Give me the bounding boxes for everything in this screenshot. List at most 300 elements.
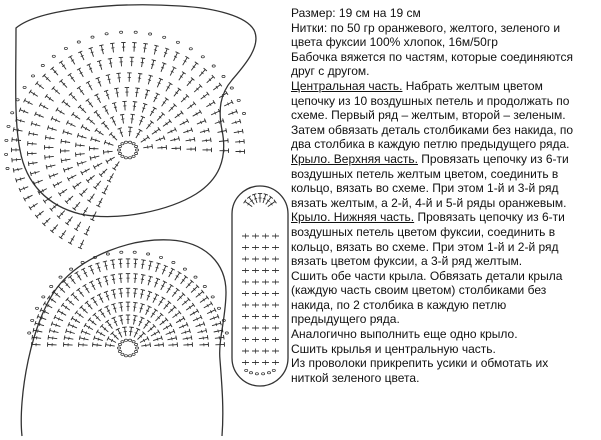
stitch-mark [46,165,47,169]
stitch-mark [112,264,115,265]
stitch-mark [52,127,53,130]
stitch-mark [135,152,138,154]
stitch-mark [141,260,145,261]
chain-loop [7,125,10,127]
stitch-mark [194,137,195,141]
stitch-mark [118,152,121,154]
instruction-line [291,108,597,123]
stitch-mark [154,309,158,312]
stitch-mark [110,260,114,261]
chain-loop [203,285,206,287]
stitch-mark [206,328,207,332]
instruction-line [291,123,597,138]
stitch-mark [140,308,143,309]
chain-loop [225,332,228,334]
stitch-mark [94,336,95,340]
chain-loop [230,87,233,89]
instruction-line [291,35,597,50]
instruction-line [291,64,597,79]
stitch-mark [117,149,120,151]
stitch-mark [29,206,31,210]
stitch-mark [111,304,115,305]
stitch-mark [43,200,46,204]
instruction-text: вязать цветом фуксии, а 3-й ряд желтым. [291,254,523,269]
stitch-mark [32,335,33,339]
stitch-mark [244,200,247,204]
stitch-mark [219,121,220,124]
instruction-line [291,225,597,240]
instruction-line [291,356,597,371]
stitch-mark [98,338,99,341]
stitch-mark [101,49,104,50]
stitch-mark [121,155,124,157]
stitch-mark [191,336,192,340]
stitch-mark [179,136,180,140]
stitch-mark [204,130,205,133]
stitch-mark [36,123,37,126]
stitch-mark [141,279,144,280]
stitch-mark [59,61,63,64]
stitch-mark [103,261,107,262]
chain-loop [11,112,14,114]
knitting-instructions [291,6,597,385]
stitch-mark [118,145,121,147]
instruction-text: накида, по 2 столбика в каждую петлю [291,297,507,312]
stitch-mark [165,98,169,101]
stitch-mark [162,297,166,299]
stitch-mark [63,130,64,134]
stitch-mark [97,60,101,61]
stitch-mark [118,302,122,303]
chain-loop [222,75,225,77]
stitch-mark [82,161,83,164]
stitch-mark [199,324,200,327]
stitch-mark [48,335,49,339]
stitch-mark [49,328,50,332]
stitch-mark [95,156,96,159]
instruction-text: ниткой зеленого цвета. [291,370,420,385]
stitch-mark [263,198,266,199]
body-rows [242,194,279,375]
stitch-mark [170,284,174,286]
stitch-mark [82,135,83,138]
stitch-mark [121,143,124,145]
stitch-mark [140,294,143,295]
stitch-mark [208,128,209,132]
instruction-text: Бабочка вяжется по частям, которые соединяются [291,49,573,64]
stitch-mark [65,140,66,143]
stitch-mark [203,337,204,340]
stitch-mark [83,284,87,286]
instruction-line [291,327,597,342]
stitch-mark [240,119,241,123]
chain-loop [106,253,109,255]
stitch-mark [174,138,175,141]
instruction-line [291,196,597,211]
stitch-mark [87,200,91,203]
stitch-mark [90,156,91,160]
stitch-mark [116,93,119,94]
stitch-mark [29,131,30,135]
chain-loop [81,261,84,263]
stitch-mark [30,172,31,176]
instruction-text: Провязать цепочку из 6-ти [414,210,565,225]
instruction-text: два столбика в каждую петлю предыдущего ряда. [291,137,570,152]
stitch-mark [105,281,108,282]
stitch-mark [121,341,124,343]
stitch-mark [122,327,126,328]
stitch-mark [116,73,120,74]
stitch-mark [110,43,114,44]
stitch-mark [218,330,219,333]
instruction-text: Сшить крылья и центральную часть. [291,341,496,356]
chain-loop [176,41,179,43]
chain-loop [41,64,44,66]
stitch-mark [35,171,36,174]
chain-loop [172,261,175,263]
instruction-line [291,254,597,269]
stitch-mark [69,337,70,340]
instruction-line [291,94,597,109]
chain-loop [23,86,26,88]
body-outline [232,186,288,386]
instruction-text: цепочку из 10 воздушных петель и продолжать по [291,93,570,108]
stitch-mark [141,304,145,305]
stitch-mark [202,330,203,333]
chain-loop [70,268,73,270]
stitch-mark [120,307,123,308]
chain-loop [120,31,123,33]
stitch-mark [98,309,102,312]
stitch-mark [113,294,116,295]
chain-loop [31,75,34,77]
stitch-mark [132,155,135,157]
stitch-mark [111,289,115,290]
stitch-mark [190,139,191,142]
stitch-mark [135,145,138,147]
stitch-mark [99,45,103,46]
stitch-mark [141,264,144,265]
stitch-mark [216,323,217,326]
stitch-mark [154,50,157,51]
stitch-mark [157,263,161,264]
stitch-mark [187,337,188,340]
chain-loop [52,55,55,57]
upper-wing-outline [16,5,256,217]
stitch-mark [20,178,21,181]
instruction-line [291,50,597,65]
stitch-mark [124,355,127,357]
chain-loop [183,268,186,270]
instruction-text: воздушных петель цветом фуксии, соединить в [291,224,556,239]
stitch-mark [31,121,32,125]
instruction-line [291,21,597,36]
stitch-mark [91,297,95,299]
stitch-mark [147,320,151,323]
stitch-mark [128,355,131,357]
stitch-mark [143,43,147,44]
stitch-mark [146,344,147,347]
stitch-mark [152,144,153,148]
stitch-mark [111,275,115,276]
chain-loop [201,56,204,58]
stitch-mark [236,121,237,124]
stitch-mark [118,288,122,289]
chain-loop [267,372,270,374]
chain-loop [212,65,215,67]
stitch-mark [148,281,151,282]
stitch-mark [121,119,124,120]
stitch-mark [156,267,159,268]
stitch-mark [33,328,34,332]
chain-loop [5,139,8,141]
section-heading: Центральная часть. [291,78,403,93]
stitch-mark [12,137,13,141]
instruction-line [291,312,597,327]
chain-loop [120,251,123,253]
stitch-mark [45,135,46,139]
stitch-mark [67,131,68,134]
chain-loop [217,307,220,309]
stitch-mark [70,331,71,334]
instruction-line [291,269,597,284]
stitch-mark [64,336,65,340]
stitch-mark [141,62,144,63]
stitch-mark [254,198,257,199]
instruction-text: вязать желтым, а 2-й, 4-й и 5-й ряды оранжевым. [291,195,567,210]
stitch-mark [39,323,40,326]
stitch-mark [135,347,138,349]
instruction-text: Аналогично выполнить еще одно крыло. [291,327,518,342]
chain-loop [31,319,34,321]
instruction-line [291,6,597,21]
chain-loop [159,256,162,258]
stitch-mark [151,64,154,65]
stitch-mark [68,73,72,76]
instruction-line [291,210,597,225]
instruction-line [291,298,597,313]
stitch-mark [146,90,150,91]
stitch-mark [141,289,145,290]
stitch-mark [187,130,188,133]
stitch-mark [59,237,63,240]
stitch-mark [95,128,98,132]
instruction-text: (каждую часть своим цветом) столбиками без [291,283,547,298]
stitch-mark [73,186,76,190]
stitch-mark [16,178,17,182]
stitch-mark [178,311,181,315]
stitch-mark [124,141,127,143]
instruction-text: Размер: 19 см на 19 см [291,6,421,20]
stitch-mark [13,127,14,131]
stitch-mark [133,102,137,103]
stitch-mark [61,159,62,163]
stitch-mark [47,126,48,130]
stitch-mark [141,58,145,59]
instruction-text: воздушных петель желтым цветом, соединить в [291,166,559,181]
stitch-mark [61,303,64,307]
stitch-mark [79,336,80,340]
section-heading: Крыло. Верхняя часть. [291,151,418,166]
stitch-mark [128,157,131,159]
instruction-text: схеме. Первый ряд – желтым, второй – зеленым. [291,108,566,123]
stitch-mark [147,135,150,139]
stitch-mark [149,75,153,76]
lower-wing-rows [28,251,229,357]
instruction-text: Сшить обе части крыла. Обвязать детали крыла [291,268,563,283]
section-heading: Крыло. Нижняя часть. [291,210,415,225]
stitch-mark [133,106,136,107]
stitch-mark [154,45,158,46]
stitch-mark [45,94,48,98]
stitch-mark [72,112,75,116]
chain-loop [149,33,152,35]
stitch-mark [149,261,153,262]
instruction-text: Затем обвязать деталь столбиками без накида, по [291,122,574,137]
stitch-mark [120,320,123,321]
instruction-line [291,79,597,94]
stitch-mark [133,315,137,316]
stitch-mark [121,353,124,355]
stitch-mark [77,86,81,89]
stitch-mark [226,128,227,132]
instruction-text: предыдущего ряда. [291,312,400,327]
chain-loop [262,373,265,375]
stitch-mark [75,311,78,315]
chain-loop [6,167,9,169]
chain-loop [35,307,38,309]
stitch-mark [152,60,156,61]
stitch-mark [274,200,277,204]
stitch-mark [104,265,107,266]
stitch-mark [148,146,149,149]
chain-loop [77,41,80,43]
stitch-mark [105,343,106,347]
instruction-text: кольцо, вязать во схеме. При этом 1-й и 2-й ряд [291,239,559,254]
stitch-mark [133,302,137,303]
chain-loop [64,47,67,49]
stitch-mark [172,337,173,340]
stitch-mark [38,330,39,333]
chain-loop [249,372,252,374]
stitch-mark [95,263,99,264]
chain-loop [91,36,94,38]
stitch-mark [133,307,136,308]
instruction-text: кольцо, вязать во схеме. При этом 1-й и 3-й ряд [291,181,559,196]
stitch-mark [105,320,109,323]
chain-loop [28,332,31,334]
stitch-mark [161,336,162,340]
stitch-mark [141,275,145,276]
stitch-mark [108,79,111,80]
stitch-mark [112,168,116,171]
chain-loop [242,112,245,114]
stitch-mark [58,193,61,197]
stitch-mark [114,107,117,108]
stitch-mark [91,52,94,53]
chain-loop [237,99,240,101]
chain-loop [59,276,62,278]
stitch-mark [35,321,36,325]
stitch-mark [113,308,116,309]
chain-loop [255,373,258,375]
chain-loop [211,296,214,298]
stitch-mark [77,133,78,137]
chain-loop [134,31,137,33]
stitch-mark [108,58,112,59]
stitch-mark [132,341,135,343]
stitch-mark [106,75,110,76]
instruction-text: Нитки: по 50 гр оранжевого, желтого, зеленого и [291,20,561,35]
stitch-mark [112,279,115,280]
stitch-mark [20,119,21,122]
instruction-text: Набрать желтым цветом [402,78,543,93]
chain-loop [5,153,8,155]
instruction-line [291,371,597,386]
stitch-mark [150,343,151,347]
instruction-line [291,152,597,167]
stitch-mark [18,129,19,132]
stitch-mark [181,111,184,115]
stitch-mark [109,63,112,64]
stitch-mark [56,324,57,327]
stitch-mark [133,288,137,289]
stitch-mark [13,168,14,172]
stitch-mark [195,62,199,65]
stitch-mark [132,143,135,145]
stitch-mark [99,65,102,66]
chain-loop [163,36,166,38]
stitch-mark [118,350,121,352]
stitch-mark [129,327,133,328]
stitch-mark [132,353,135,355]
stitch-mark [128,141,131,143]
stitch-mark [242,129,243,133]
stitch-mark [114,88,118,89]
stitch-mark [120,114,124,115]
instruction-line [291,181,597,196]
instruction-text: Провязать цепочку из 6-ти [417,151,569,166]
chain-loop [194,276,197,278]
stitch-mark [135,343,138,345]
stitch-mark [65,223,69,226]
chain-loop [147,253,150,255]
stitch-mark [61,139,62,143]
stitch-mark [117,347,120,349]
instruction-text: Из проволоки прикрепить усики и обмотать их [291,356,549,371]
stitch-mark [135,149,138,151]
stitch-mark [77,162,78,166]
instruction-line [291,167,597,182]
stitch-mark [206,296,209,300]
instruction-line [291,283,597,298]
stitch-mark [157,338,158,341]
stitch-mark [224,335,225,339]
stitch-mark [211,138,212,142]
stitch-mark [135,350,138,352]
stitch-mark [135,88,139,89]
stitch-mark [119,315,123,316]
stitch-mark [53,337,54,340]
stitch-mark [68,167,69,170]
stitch-mark [142,108,145,109]
stitch-mark [131,114,135,115]
stitch-mark [185,331,186,334]
stitch-mark [189,329,190,333]
stitch-mark [220,321,221,325]
instruction-line [291,240,597,255]
stitch-mark [238,130,239,133]
